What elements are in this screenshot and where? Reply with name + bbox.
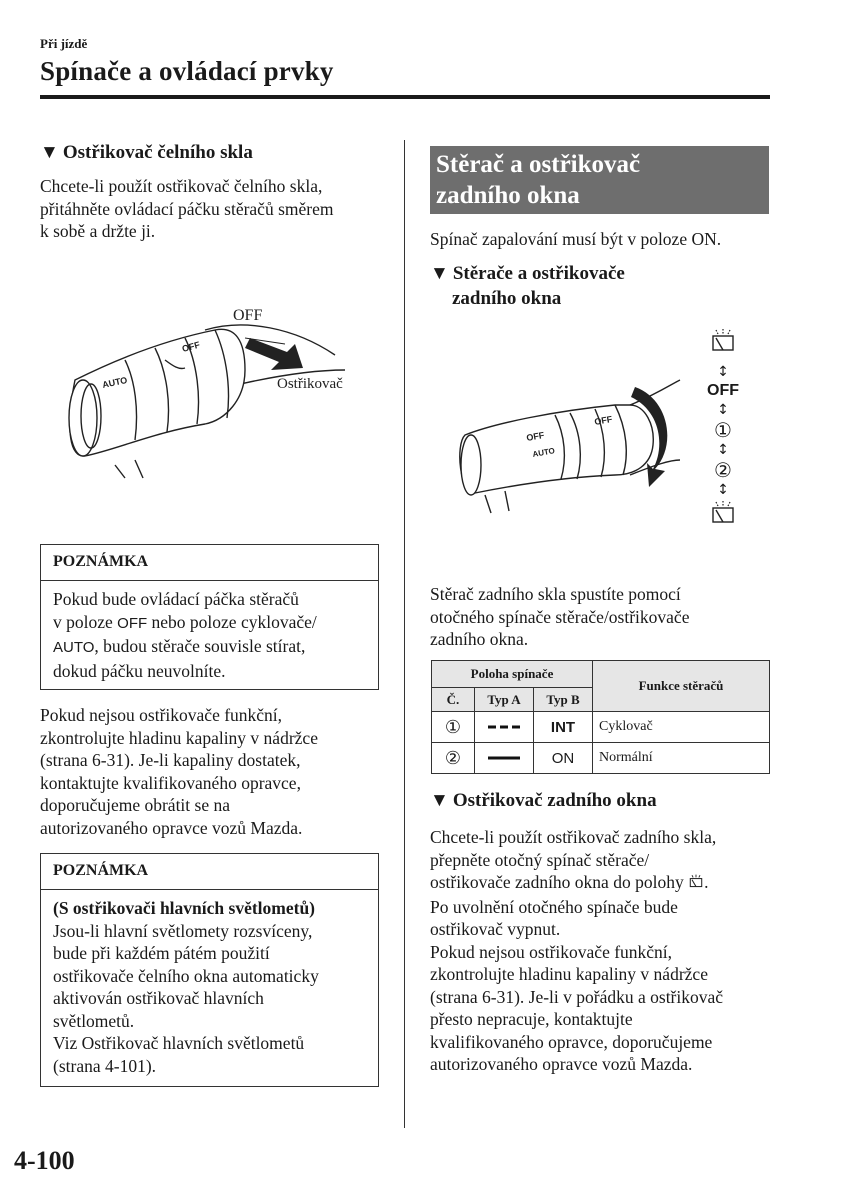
section-title: Stěrač a ostřikovač zadního okna xyxy=(436,151,641,209)
rear-wiper-heading: ▼ Stěrače a ostřikovače zadního okna xyxy=(430,263,625,309)
triangle-marker-icon: ▼ xyxy=(40,142,59,163)
note-title: POZNÁMKA xyxy=(41,854,378,890)
column-divider xyxy=(404,140,405,1128)
lever-off-label: OFF xyxy=(525,429,546,443)
table-row: ② ON Normální xyxy=(432,743,770,774)
rear-washer-icon xyxy=(700,328,746,362)
table-header-position: Poloha spínače xyxy=(432,661,593,688)
arrow-icon: ↕ xyxy=(717,402,729,418)
rear-washer-icon xyxy=(700,500,746,530)
rear-washer-heading: ▼ Ostřikovač zadního okna xyxy=(430,790,657,811)
switch-positions xyxy=(700,328,746,530)
off-position-label: OFF xyxy=(117,614,148,632)
triangle-marker-icon: ▼ xyxy=(430,790,449,811)
arrow-icon: ↕ xyxy=(717,482,729,498)
rear-washer-text: Chcete-li použít ostřikovač zadního skla, přepněte otočný spínač stěrače/ ostřikovače zadního okna do polohy . Po uvolnění otočného spínače bude ostřikovač vypnut. Pokud nejsou ostřikovače funkční, zkontrolujte hladinu kapaliny v nádržce (strana 6-31). Je-li v pořádku a ostřikovač přesto nepracuje, kontaktujte kvalifikovaného opravce, doporučujeme autorizovaného opravce vozů Mazda. xyxy=(430,827,724,1074)
windshield-washer-heading: ▼ Ostřikovač čelního skla xyxy=(40,142,253,163)
triangle-marker-icon: ▼ xyxy=(430,263,449,284)
rear-wiper-lever-illustration xyxy=(455,375,695,515)
note-box-2 xyxy=(40,853,379,1087)
washer-label: Ostřikovač xyxy=(277,376,343,392)
note-box-1 xyxy=(40,544,379,690)
ignition-text: Spínač zapalování musí být v poloze ON. xyxy=(430,229,722,249)
position-1-label: ① xyxy=(714,418,732,442)
lever-auto-label: AUTO xyxy=(101,374,129,390)
title-rule xyxy=(40,95,770,99)
off-position-label: OFF xyxy=(707,382,739,399)
page-number: 4-100 xyxy=(14,1146,75,1175)
arrow-icon: ↕ xyxy=(717,442,729,458)
windshield-washer-text: Chcete-li použít ostřikovač čelního skla, přitáhněte ovládací páčku stěračů směrem k sobě a držte ji. xyxy=(40,176,334,241)
note-body: (S ostřikovači hlavních světlometů) Jsou-li hlavní světlomety rozsvíceny, bude při každém pátém použití ostřikovače čelního okna automaticky aktivován ostřikovač hlavních světlometů. Viz Ostřikovač hlavních světlometů (strana 4-101). xyxy=(41,890,378,1083)
table-row: ① INT Cyklovač xyxy=(432,712,770,743)
section-label: Při jízdě xyxy=(40,36,88,51)
lever-off-label: OFF xyxy=(180,339,201,354)
table-col-type-b: Typ B xyxy=(534,688,593,712)
auto-position-label: AUTO xyxy=(53,639,95,656)
section-title-band xyxy=(430,146,769,214)
washer-fail-text: Pokud nejsou ostřikovače funkční, zkontrolujte hladinu kapaliny v nádržce (strana 6-31). Je-li kapaliny dostatek, kontaktujte kvalifikovaného opravce, doporučujeme obrátit se na autorizovaného opravce vozů Mazda. xyxy=(40,705,318,838)
table-col-type-a: Typ A xyxy=(475,688,534,712)
table-header-function: Funkce stěračů xyxy=(593,661,770,712)
arrow-icon: ↕ xyxy=(717,364,729,380)
dashed-line-icon xyxy=(475,712,534,743)
lever-off-label-2: OFF xyxy=(593,413,614,427)
rear-wiper-text: Stěrač zadního skla spustíte pomocí otočného spínače stěrače/ostřikovače zadního okna. xyxy=(430,584,690,649)
lever-auto-label: AUTO xyxy=(531,446,556,459)
table-col-no: Č. xyxy=(432,688,475,712)
note-title: POZNÁMKA xyxy=(41,545,378,581)
page-title: Spínače a ovládací prvky xyxy=(40,56,334,86)
note-body: Pokud bude ovládací páčka stěračů v poloze OFF nebo poloze cyklovače/ AUTO, budou stěrače souvisle stírat, dokud páčku neuvolníte. xyxy=(53,589,317,681)
rear-washer-icon xyxy=(688,873,704,896)
solid-line-icon xyxy=(475,743,534,774)
note-subtitle: (S ostřikovači hlavních světlometů) xyxy=(53,898,316,918)
position-2-label: ② xyxy=(714,458,732,482)
off-label: OFF xyxy=(233,307,263,324)
switch-position-table xyxy=(431,660,770,774)
wiper-lever-illustration xyxy=(55,300,375,480)
